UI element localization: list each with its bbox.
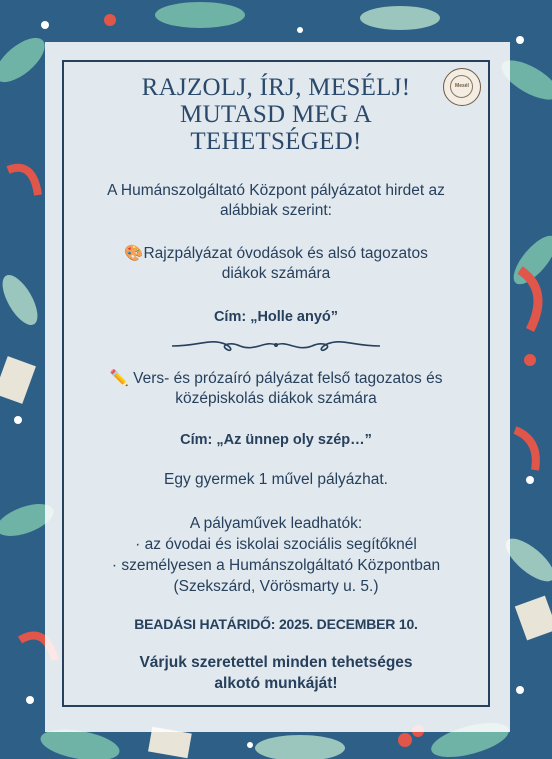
palette-icon: 🎨 <box>124 245 144 262</box>
poster-title: RAJZOLJ, ÍRJ, MESÉLJ! MUTASD MEG A TEHETSÉGED! <box>141 74 411 155</box>
organization-logo: Mesél <box>443 68 481 106</box>
drawing-competition-title: Cím: „Holle anyó” <box>213 309 339 325</box>
intro-text: A Humánszolgáltató Központ pályázatot hirdet az alábbiak szerint: <box>107 182 445 219</box>
entry-rule: Egy gyermek 1 művel pályázhat. <box>164 471 388 488</box>
closing-message: Várjuk szeretettel minden tehetséges alkotó munkáját! <box>139 654 413 692</box>
pencil-icon: ✏️ <box>109 370 129 387</box>
writing-competition-title: Cím: „Az ünnep oly szép…” <box>180 432 372 448</box>
submission-info: A pályaművek leadhatók: · az óvodai és iskolai szociális segítőknél · személyesen a Humánszolgáltató Központban (Szekszárd, Vörösmarty u. 5.) <box>111 515 441 595</box>
writing-competition-section: ✏️ Vers- és prózaíró pályázat felső tagozatos és középiskolás diákok számára <box>109 370 443 407</box>
deadline: BEADÁSI HATÁRIDŐ: 2025. DECEMBER 10. <box>134 616 418 632</box>
ornamental-divider <box>170 336 382 354</box>
drawing-competition-section: 🎨Rajzpályázat óvodások és alsó tagozatos diákok számára <box>124 245 428 282</box>
